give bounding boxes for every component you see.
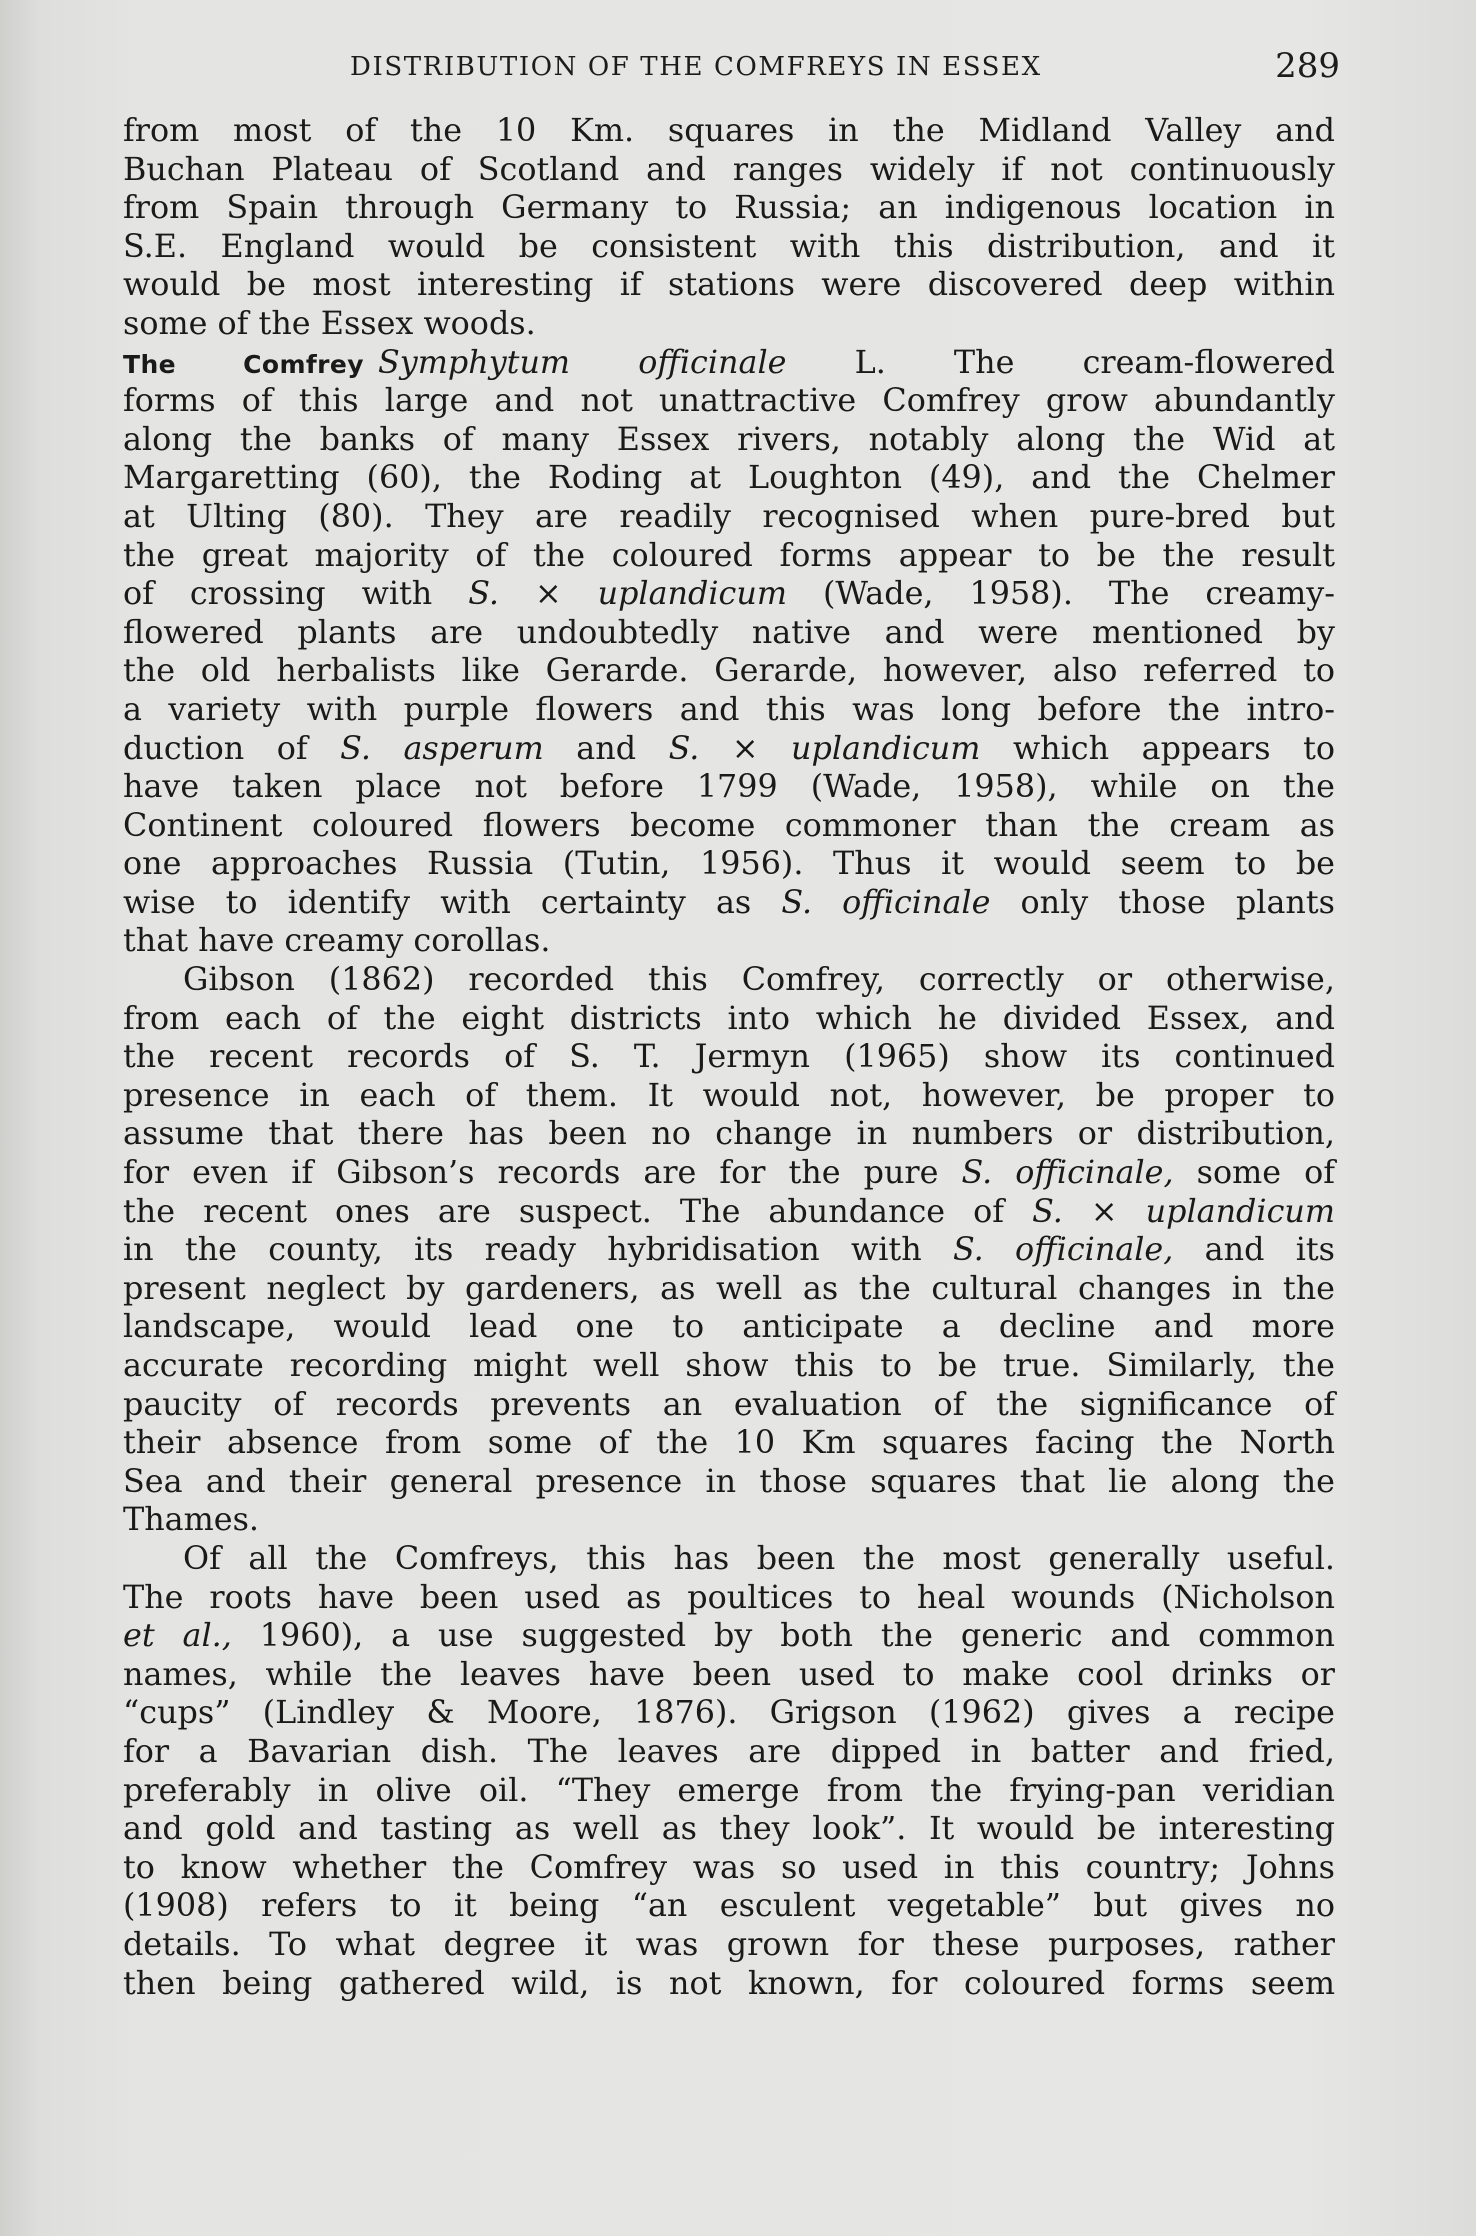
- text-segment: presence in each of them. It would not, however, be proper to: [123, 1076, 1335, 1114]
- text-segment: Buchan Plateau of Scotland and ranges widely if not continuously: [123, 150, 1335, 188]
- text-segment: in the county, its ready hybridisation with: [123, 1231, 953, 1269]
- text-segment: would be most interesting if stations were discovered deep within: [123, 266, 1335, 304]
- text-segment: some of the Essex woods.: [123, 304, 536, 342]
- text-line: [123, 807, 1335, 846]
- text-segment: and: [543, 729, 669, 767]
- text-segment: from each of the eight districts into which he divided Essex, and: [123, 999, 1335, 1037]
- text-line: [123, 1154, 1335, 1193]
- text-line: [123, 652, 1335, 691]
- text-line: [123, 961, 1335, 1000]
- text-segment: S. officinale: [781, 883, 991, 921]
- text-segment: which appears to: [980, 729, 1336, 767]
- text-line: [123, 575, 1335, 614]
- running-head: [120, 46, 1340, 94]
- text-segment: Gibson (1862) recorded this Comfrey, correctly or otherwise,: [183, 961, 1335, 999]
- text-line: [123, 1926, 1335, 1965]
- text-segment: then being gathered wild, is not known, for coloured forms seem: [123, 1964, 1335, 2002]
- text-line: [123, 189, 1335, 228]
- text-segment: at Ulting (80). They are readily recognised when pure-bred but: [123, 497, 1335, 535]
- text-segment: 1960), a use suggested by both the generic and common: [231, 1617, 1336, 1655]
- text-line: [123, 382, 1335, 421]
- text-segment: S.: [1032, 1192, 1063, 1230]
- text-segment: “cups” (Lindley & Moore, 1876). Grigson (1962) gives a recipe: [123, 1694, 1335, 1732]
- text-segment: S.: [468, 575, 500, 613]
- text-segment: S. officinale,: [961, 1154, 1174, 1192]
- text-line: [123, 1540, 1335, 1579]
- text-segment: for even if Gibson’s records are for the pure: [123, 1154, 962, 1192]
- page-number: 289: [1275, 46, 1340, 86]
- text-line: [123, 459, 1335, 498]
- text-line: [123, 1733, 1335, 1772]
- text-segment: Symphytum officinale: [377, 343, 787, 381]
- text-segment: et al.,: [123, 1617, 232, 1655]
- text-segment: landscape, would lead one to anticipate a decline and more: [123, 1308, 1335, 1346]
- text-segment: their absence from some of the 10 Km squares facing the North: [123, 1424, 1335, 1462]
- text-line: [123, 884, 1335, 923]
- text-line: [123, 1656, 1335, 1695]
- text-segment: names, while the leaves have been used to make cool drinks or: [123, 1655, 1335, 1693]
- text-segment: and its: [1173, 1231, 1335, 1269]
- text-segment: from most of the 10 Km. squares in the Midland Valley and: [123, 112, 1335, 149]
- running-title: DISTRIBUTION OF THE COMFREYS IN ESSEX: [350, 52, 1042, 82]
- text-segment: only those plants: [990, 883, 1336, 921]
- text-line: [123, 1115, 1335, 1154]
- text-line: [123, 151, 1335, 190]
- text-line: [123, 537, 1335, 576]
- text-line: [123, 614, 1335, 653]
- text-segment: (1908) refers to it being “an esculent vegetable” but gives no: [123, 1887, 1335, 1925]
- text-segment: S. asperum: [340, 729, 544, 767]
- text-segment: of crossing with: [123, 575, 469, 613]
- text-segment: the recent ones are suspect. The abundance of: [123, 1192, 1033, 1230]
- text-line: [123, 691, 1335, 730]
- text-line: [123, 1000, 1335, 1039]
- text-segment: that have creamy corollas.: [123, 922, 551, 960]
- text-line: [123, 1231, 1335, 1270]
- text-segment: accurate recording might well show this to be true. Similarly, the: [123, 1347, 1335, 1384]
- text-segment: uplandicum: [1145, 1192, 1336, 1230]
- text-line: [123, 1772, 1335, 1811]
- text-segment: details. To what degree it was grown for these purposes, rather: [123, 1925, 1335, 1963]
- text-line: [123, 1965, 1335, 2004]
- text-segment: (Wade, 1958). The creamy-: [787, 575, 1335, 613]
- text-segment: the old herbalists like Gerarde. Gerarde, however, also referred to: [123, 652, 1335, 690]
- text-line: [123, 266, 1335, 305]
- text-segment: for a Bavarian dish. The leaves are dipped in batter and fried,: [123, 1732, 1335, 1770]
- text-line: [123, 1308, 1335, 1347]
- text-segment: to know whether the Comfrey was so used in this country; Johns: [123, 1848, 1335, 1886]
- text-line: [123, 1386, 1335, 1425]
- text-line: [123, 845, 1335, 884]
- text-line: [123, 768, 1335, 807]
- body-text: [123, 112, 1335, 2003]
- text-segment: S. officinale,: [952, 1231, 1174, 1269]
- text-line: [123, 1617, 1335, 1656]
- text-line: [123, 1463, 1335, 1502]
- text-segment: a variety with purple flowers and this was long before the intro-: [123, 690, 1335, 728]
- text-line: [123, 305, 1335, 344]
- text-line: [123, 1501, 1335, 1540]
- text-line: [123, 1424, 1335, 1463]
- section-heading: The Comfrey: [123, 349, 364, 379]
- text-line: [123, 112, 1335, 151]
- text-segment: the recent records of S. T. Jermyn (1965) show its continued: [123, 1038, 1335, 1076]
- text-segment: one approaches Russia (Tutin, 1956). Thus it would seem to be: [123, 845, 1335, 883]
- text-segment: have taken place not before 1799 (Wade, 1958), while on the: [123, 768, 1335, 806]
- text-segment: ×: [1062, 1192, 1146, 1230]
- text-line: [123, 1193, 1335, 1232]
- text-line: [123, 421, 1335, 460]
- text-segment: S.: [668, 729, 700, 767]
- text-segment: present neglect by gardeners, as well as the cultural changes in the: [123, 1269, 1335, 1307]
- text-line: [123, 1694, 1335, 1733]
- text-line: [123, 1887, 1335, 1926]
- text-segment: Sea and their general presence in those squares that lie along the: [123, 1462, 1335, 1500]
- text-segment: L. The cream-flowered: [786, 343, 1336, 381]
- text-segment: assume that there has been no change in numbers or distribution,: [123, 1115, 1335, 1153]
- text-segment: and gold and tasting as well as they look”. It would be interesting: [123, 1810, 1335, 1848]
- text-line: [123, 1038, 1335, 1077]
- text-line: [123, 1270, 1335, 1309]
- text-segment: some of: [1173, 1154, 1335, 1192]
- text-line: [123, 228, 1335, 267]
- text-segment: from Spain through Germany to Russia; an indigenous location in: [123, 189, 1335, 227]
- text-line: [123, 344, 1335, 383]
- text-segment: ×: [699, 729, 792, 767]
- text-segment: paucity of records prevents an evaluation of the significance of: [123, 1385, 1335, 1423]
- text-segment: Thames.: [123, 1501, 260, 1539]
- text-segment: uplandicum: [791, 729, 981, 767]
- text-segment: S.E. England would be consistent with this distribution, and it: [123, 227, 1335, 265]
- text-line: [123, 1077, 1335, 1116]
- text-line: [123, 922, 1335, 961]
- text-segment: uplandicum: [597, 575, 787, 613]
- text-segment: duction of: [123, 729, 341, 767]
- text-line: [123, 1347, 1335, 1386]
- text-line: [123, 730, 1335, 769]
- text-segment: wise to identify with certainty as: [123, 883, 782, 921]
- text-segment: Continent coloured flowers become commoner than the cream as: [123, 806, 1335, 844]
- text-segment: flowered plants are undoubtedly native and were mentioned by: [123, 613, 1335, 651]
- text-line: [123, 1810, 1335, 1849]
- text-line: [123, 498, 1335, 537]
- text-segment: the great majority of the coloured forms appear to be the result: [123, 536, 1335, 574]
- text-segment: The roots have been used as poultices to heal wounds (Nicholson: [123, 1578, 1335, 1616]
- text-segment: Margaretting (60), the Roding at Loughton (49), and the Chelmer: [123, 459, 1335, 497]
- text-line: [123, 1849, 1335, 1888]
- text-line: [123, 1579, 1335, 1618]
- text-segment: forms of this large and not unattractive Comfrey grow abundantly: [123, 382, 1335, 420]
- text-segment: Of all the Comfreys, this has been the most generally useful.: [183, 1539, 1335, 1577]
- text-segment: ×: [499, 575, 598, 613]
- text-segment: preferably in olive oil. “They emerge from the frying-pan veridian: [123, 1771, 1335, 1809]
- text-segment: along the banks of many Essex rivers, notably along the Wid at: [123, 420, 1335, 458]
